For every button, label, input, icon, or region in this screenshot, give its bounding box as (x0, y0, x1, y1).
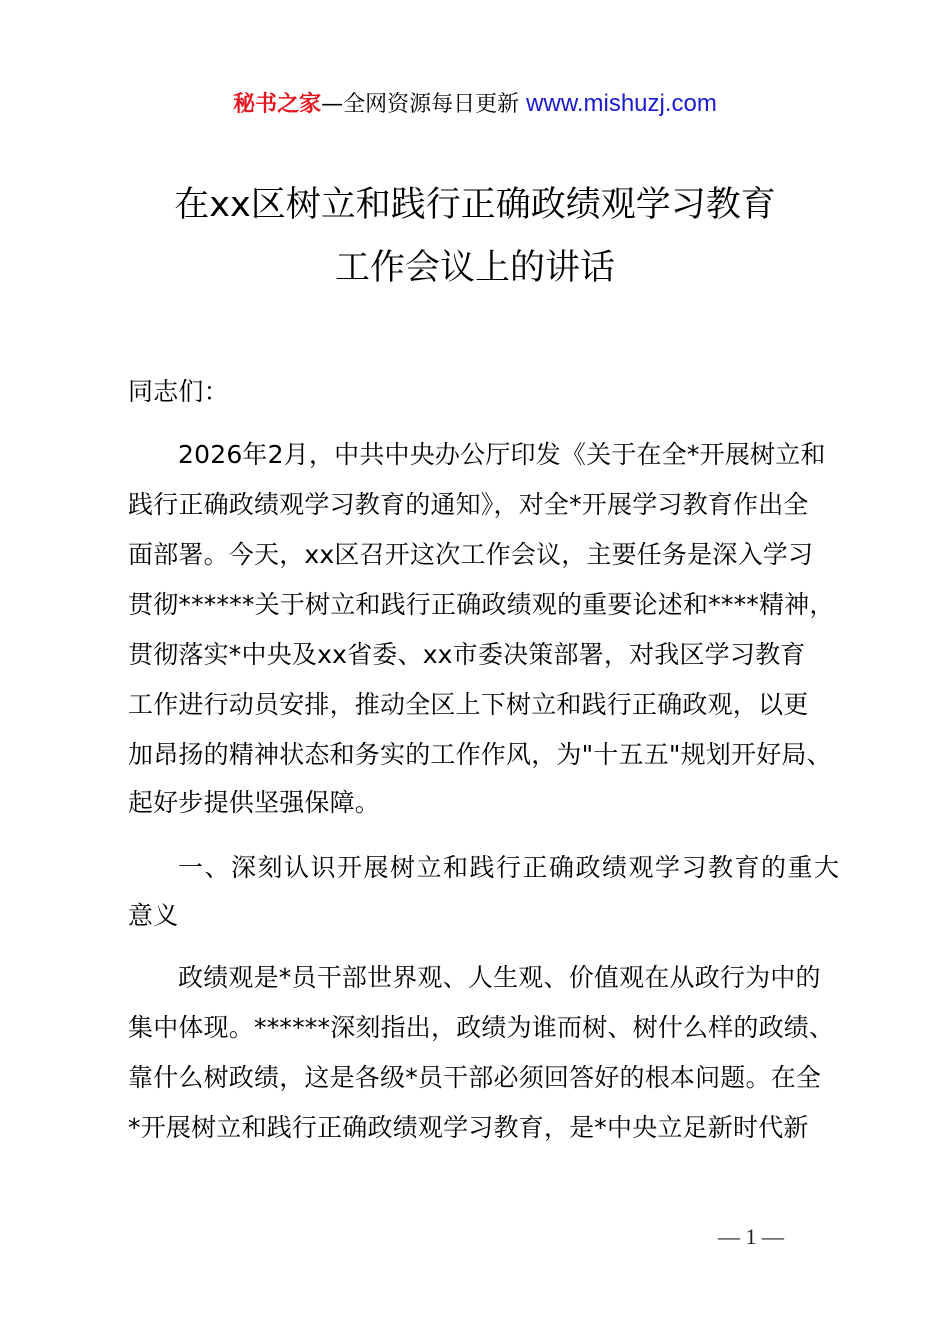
paragraph-1-line: 贯彻******关于树立和践行正确政绩观的重要论述和****精神， (128, 590, 835, 619)
header-tagline: —全网资源每日更新 (321, 92, 520, 117)
paragraph-1-line: 加昂扬的精神状态和务实的工作作风，为"十五五"规划开好局、 (128, 740, 832, 769)
paragraph-1-line: 工作进行动员安排，推动全区上下树立和践行正确政观，以更 (128, 690, 809, 719)
page-number: — 1 — (718, 1224, 784, 1249)
header-url[interactable]: www.mishuzj.com (526, 90, 717, 117)
paragraph-1-line: 面部署。今天，xx区召开这次工作会议，主要任务是深入学习 (128, 540, 814, 569)
document-title-line-1: 在xx区树立和践行正确政绩观学习教育 (174, 185, 776, 225)
brand-name: 秘书之家 (233, 92, 322, 117)
paragraph-2-line: 靠什么树政绩，这是各级*员干部必须回答好的根本问题。在全 (128, 1063, 822, 1092)
section-heading-line: 一、深刻认识开展树立和践行正确政绩观学习教育的重大 (178, 853, 841, 882)
paragraph-2-line: *开展树立和践行正确政绩观学习教育，是*中央立足新时代新 (128, 1113, 809, 1142)
paragraph-2-line: 集中体现。******深刻指出，政绩为谁而树、树什么样的政绩、 (128, 1013, 835, 1042)
paragraph-1-line: 践行正确政绩观学习教育的通知》，对全*开展学习教育作出全 (128, 490, 809, 519)
salutation: 同志们： (128, 377, 229, 406)
paragraph-1-line: 2026年2月，中共中央办公厅印发《关于在全*开展树立和 (178, 440, 826, 469)
paragraph-2-line: 政绩观是*员干部世界观、人生观、价值观在从政行为中的 (178, 963, 821, 992)
paragraph-1-line: 起好步提供坚强保障。 (128, 788, 381, 817)
watermark-header (0, 88, 950, 121)
section-heading-line: 意义 (128, 901, 179, 930)
document-title-line-2: 工作会议上的讲话 (334, 248, 615, 288)
paragraph-1-line: 贯彻落实*中央及xx省委、xx市委决策部署，对我区学习教育 (128, 640, 806, 669)
